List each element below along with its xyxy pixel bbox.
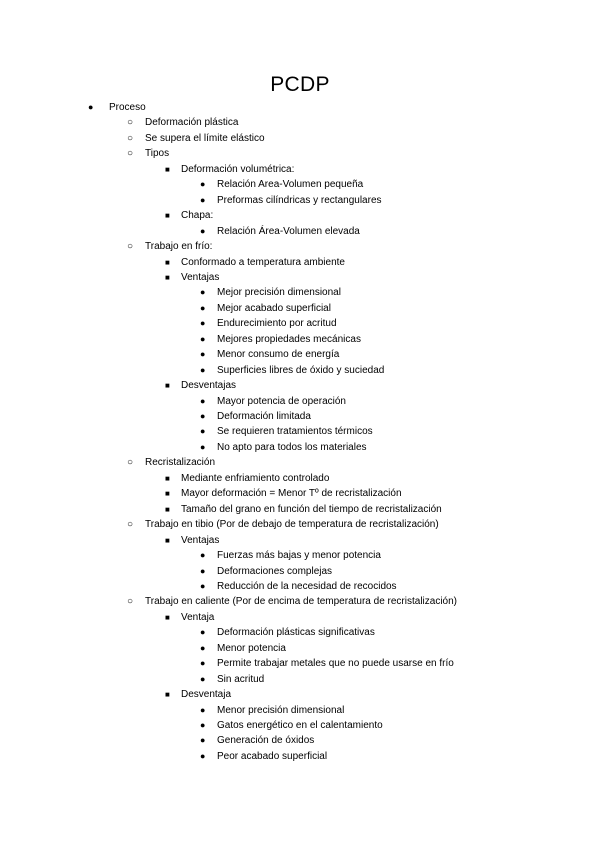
list-item: Mediante enfriamiento controlado — [181, 473, 330, 484]
bullet-level-3-icon: ● — [200, 735, 206, 745]
list-item: Generación de óxidos — [217, 735, 315, 746]
bullet-level-1-icon: ○ — [127, 148, 134, 159]
list-item: Mejor acabado superficial — [217, 303, 331, 314]
list-item: Recristalización — [145, 457, 216, 468]
list-item: Peor acabado superficial — [217, 751, 328, 762]
bullet-level-3-icon: ● — [200, 566, 206, 576]
list-item: Mayor deformación = Menor Tº de recristalización — [181, 488, 402, 499]
bullet-level-2-icon: ■ — [165, 273, 170, 282]
list-item: Se supera el límite elástico — [145, 133, 265, 144]
list-item: Deformación plásticas significativas — [217, 627, 375, 638]
list-item: Mayor potencia de operación — [217, 396, 346, 407]
list-item: Trabajo en tibio (Por de debajo de temperatura de recristalización) — [145, 519, 439, 530]
bullet-level-3-icon: ● — [200, 658, 206, 668]
list-item: Endurecimiento por acritud — [217, 318, 337, 329]
list-item: Deformaciones complejas — [217, 566, 333, 577]
list-item: Menor potencia — [217, 643, 286, 654]
bullet-level-2-icon: ■ — [165, 536, 170, 545]
list-item: Deformación volumétrica: — [181, 164, 295, 175]
bullet-level-3-icon: ● — [200, 442, 206, 452]
bullet-level-2-icon: ■ — [165, 381, 170, 390]
bullet-level-1-icon: ○ — [127, 457, 134, 468]
bullet-level-3-icon: ● — [200, 550, 206, 560]
bullet-level-2-icon: ■ — [165, 474, 170, 483]
bullet-level-3-icon: ● — [200, 705, 206, 715]
bullet-level-3-icon: ● — [200, 426, 206, 436]
bullet-level-3-icon: ● — [200, 287, 206, 297]
list-item: Preformas cilíndricas y rectangulares — [217, 195, 382, 206]
list-item: Mejores propiedades mecánicas — [217, 334, 361, 345]
list-item: Tamaño del grano en función del tiempo de recristalización — [181, 504, 442, 515]
bullet-level-1-icon: ○ — [127, 241, 134, 252]
list-item: Mejor precisión dimensional — [217, 287, 341, 298]
bullet-level-2-icon: ■ — [165, 613, 170, 622]
list-item: Tipos — [145, 148, 170, 159]
list-item: Menor consumo de energía — [217, 349, 340, 360]
list-item: Deformación plástica — [145, 117, 239, 128]
bullet-level-3-icon: ● — [200, 720, 206, 730]
list-item: Trabajo en frío: — [145, 241, 213, 252]
list-item: Desventaja — [181, 689, 232, 700]
list-item: Relación Área-Volumen elevada — [217, 226, 360, 237]
bullet-level-3-icon: ● — [200, 195, 206, 205]
list-item: Se requieren tratamientos térmicos — [217, 426, 373, 437]
list-item: Menor precisión dimensional — [217, 705, 345, 716]
bullet-level-3-icon: ● — [200, 349, 206, 359]
bullet-level-1-icon: ○ — [127, 519, 134, 530]
bullet-level-2-icon: ■ — [165, 211, 170, 220]
bullet-level-2-icon: ■ — [165, 258, 170, 267]
bullet-level-2-icon: ■ — [165, 489, 170, 498]
list-item: Ventaja — [181, 612, 215, 623]
bullet-level-1-icon: ○ — [127, 133, 134, 144]
list-item: Ventajas — [181, 272, 220, 283]
bullet-level-3-icon: ● — [200, 318, 206, 328]
bullet-level-3-icon: ● — [200, 396, 206, 406]
list-item: Proceso — [109, 102, 146, 113]
bullet-level-3-icon: ● — [200, 674, 206, 684]
list-item: Relación Area-Volumen pequeña — [217, 179, 364, 190]
list-item: Fuerzas más bajas y menor potencia — [217, 550, 381, 561]
bullet-level-3-icon: ● — [200, 643, 206, 653]
bullet-level-3-icon: ● — [200, 411, 206, 421]
bullet-level-3-icon: ● — [200, 226, 206, 236]
list-item: Gatos energético en el calentamiento — [217, 720, 383, 731]
bullet-level-3-icon: ● — [200, 581, 206, 591]
list-item: Desventajas — [181, 380, 237, 391]
bullet-level-3-icon: ● — [200, 627, 206, 637]
list-item: Superficies libres de óxido y suciedad — [217, 365, 385, 376]
bullet-level-0-icon: ● — [88, 102, 94, 112]
list-item: Permite trabajar metales que no puede usarse en frío — [217, 658, 454, 669]
list-item: Conformado a temperatura ambiente — [181, 257, 345, 268]
list-item: Reducción de la necesidad de recocidos — [217, 581, 397, 592]
bullet-level-3-icon: ● — [200, 365, 206, 375]
bullet-level-3-icon: ● — [200, 334, 206, 344]
bullet-level-1-icon: ○ — [127, 596, 134, 607]
list-item: Chapa: — [181, 210, 214, 221]
bullet-level-2-icon: ■ — [165, 165, 170, 174]
bullet-level-3-icon: ● — [200, 751, 206, 761]
list-item: Ventajas — [181, 535, 220, 546]
bullet-level-3-icon: ● — [200, 303, 206, 313]
list-item: Sin acritud — [217, 674, 265, 685]
bullet-level-3-icon: ● — [200, 179, 206, 189]
list-item: Deformación limitada — [217, 411, 311, 422]
bullet-level-2-icon: ■ — [165, 690, 170, 699]
page-title: PCDP — [270, 73, 330, 96]
bullet-level-2-icon: ■ — [165, 505, 170, 514]
list-item: Trabajo en caliente (Por de encima de temperatura de recristalización) — [145, 596, 458, 607]
bullet-level-1-icon: ○ — [127, 117, 134, 128]
list-item: No apto para todos los materiales — [217, 442, 367, 453]
